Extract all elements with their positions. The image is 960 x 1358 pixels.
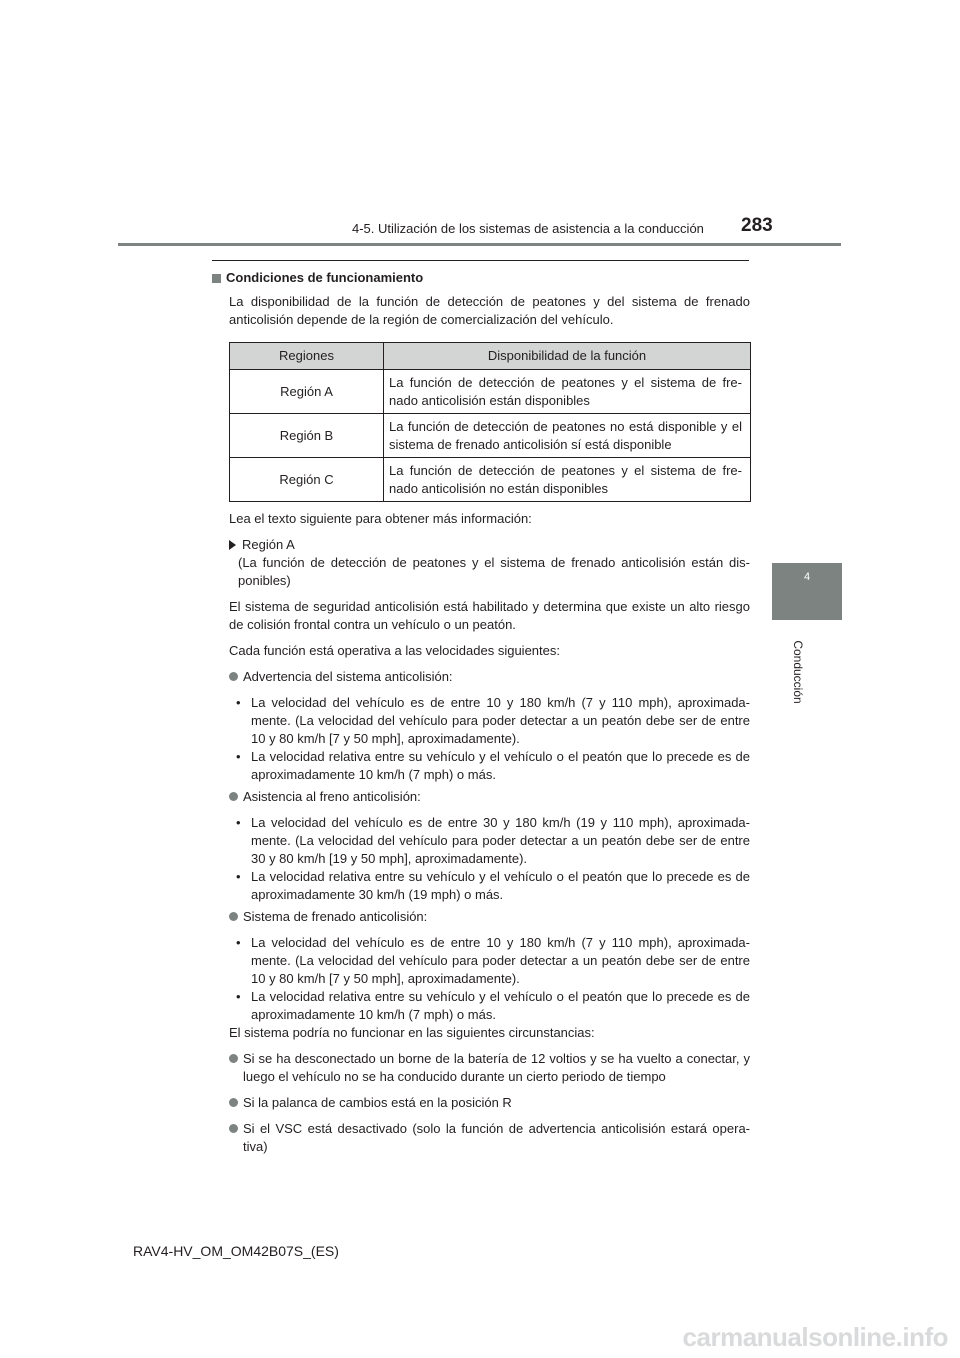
bullet-dot-icon — [229, 912, 238, 921]
availability-cell: La función de detección de peatones y el sistema de fre-nado anticolisión están disponibles — [384, 370, 751, 414]
list-item — [212, 694, 750, 748]
circumstance-text: Si la palanca de cambios está en la posición R — [243, 1095, 512, 1110]
section-intro: La disponibilidad de la función de detección de peatones y del sistema de frenado anticolisión depende de la región de comercialización del vehículo. — [229, 294, 750, 327]
chapter-label: Conducción — [791, 640, 805, 704]
region-cell: Región A — [230, 370, 384, 414]
page-content — [212, 260, 750, 1156]
sub-bullet: • — [236, 935, 241, 950]
sub-bullet: • — [236, 815, 241, 830]
function-title: Sistema de frenado anticolisión: — [243, 909, 428, 924]
page-number: 283 — [741, 215, 773, 236]
triangle-bullet-icon — [229, 540, 236, 550]
table-row — [230, 414, 751, 458]
watermark: carmanualsonline.info — [682, 1322, 948, 1352]
function-block — [212, 668, 750, 784]
list-item-text: La velocidad relativa entre su vehículo y el vehículo o el peatón que lo precede es de aproximadamente 10 km/h (7 mph) o más. — [251, 989, 750, 1022]
section-rule — [212, 260, 749, 261]
function-heading — [212, 788, 750, 806]
speeds-intro: Cada función está operativa a las velocidades siguientes: — [229, 643, 560, 658]
bullet-dot-icon — [229, 1098, 238, 1107]
list-item — [212, 1050, 750, 1086]
region-a-title: Región A — [242, 537, 295, 552]
table-header: Regiones — [230, 343, 384, 370]
function-block — [212, 788, 750, 904]
bullet-dot-icon — [229, 792, 238, 801]
region-a-note: (La función de detección de peatones y el sistema de frenado anticolisión están dis-ponibles) — [238, 555, 750, 588]
chapter-tab — [772, 563, 842, 620]
list-item — [212, 1094, 750, 1112]
function-title: Asistencia al freno anticolisión: — [243, 789, 421, 804]
table-header-row — [230, 343, 751, 370]
bullet-dot-icon — [229, 1054, 238, 1063]
sub-bullet: • — [236, 749, 241, 764]
function-block — [212, 908, 750, 1024]
table-row — [230, 458, 751, 502]
table-header: Disponibilidad de la función — [384, 343, 751, 370]
availability-table — [229, 342, 751, 502]
list-item-text: La velocidad del vehículo es de entre 10 y 180 km/h (7 y 110 mph), aproximada-mente. (La velocidad del vehículo para poder detectar a un peatón debe ser de entre 10 y 80 km/h [7 y 50 mph], aproximadamente). — [251, 695, 750, 746]
table-row — [230, 370, 751, 414]
region-cell: Región B — [230, 414, 384, 458]
header-rule — [118, 243, 841, 246]
section-title: Condiciones de funcionamiento — [226, 270, 424, 285]
list-item — [212, 814, 750, 868]
circumstances-intro: El sistema podría no funcionar en las siguientes circunstancias: — [229, 1025, 595, 1040]
function-heading — [212, 668, 750, 686]
footer-code: RAV4-HV_OM_OM42B07S_(ES) — [133, 1243, 339, 1259]
region-a-block — [212, 536, 750, 554]
list-item — [212, 988, 750, 1024]
header-title: 4-5. Utilización de los sistemas de asistencia a la conducción — [352, 221, 704, 236]
circumstance-text: Si se ha desconectado un borne de la batería de 12 voltios y se ha vuelto a conectar, y luego el vehículo no se ha conducido durante un cierto periodo de tiempo — [243, 1051, 750, 1084]
sub-bullet: • — [236, 869, 241, 884]
list-item — [212, 748, 750, 784]
availability-cell: La función de detección de peatones y el sistema de fre-nado anticolisión no están disponibles — [384, 458, 751, 502]
list-item — [212, 868, 750, 904]
circumstance-text: Si el VSC está desactivado (solo la función de advertencia anticolisión estará opera-tiva) — [243, 1121, 750, 1154]
list-item — [212, 1120, 750, 1156]
list-item-text: La velocidad relativa entre su vehículo y el vehículo o el peatón que lo precede es de aproximadamente 10 km/h (7 mph) o más. — [251, 749, 750, 782]
list-item-text: La velocidad relativa entre su vehículo y el vehículo o el peatón que lo precede es de aproximadamente 30 km/h (19 mph) o más. — [251, 869, 750, 902]
bullet-dot-icon — [229, 1124, 238, 1133]
availability-cell: La función de detección de peatones no está disponible y el sistema de frenado anticolisión sí está disponible — [384, 414, 751, 458]
list-item-text: La velocidad del vehículo es de entre 30 y 180 km/h (19 y 110 mph), aproximada-mente. (La velocidad del vehículo para poder detectar a un peatón debe ser de entre 30 y 80 km/h [19 y 50 mph], aproximadamente). — [251, 815, 750, 866]
section-heading — [212, 269, 750, 287]
square-bullet-icon — [212, 274, 221, 283]
activation-text: El sistema de seguridad anticolisión está habilitado y determina que existe un alto riesgo de colisión frontal contra un vehículo o un peatón. — [229, 599, 750, 632]
list-item-text: La velocidad del vehículo es de entre 10 y 180 km/h (7 y 110 mph), aproximada-mente. (La velocidad del vehículo para poder detectar a un peatón debe ser de entre 10 y 80 km/h [7 y 50 mph], aproximadamente). — [251, 935, 750, 986]
list-item — [212, 934, 750, 988]
region-cell: Región C — [230, 458, 384, 502]
function-heading — [212, 908, 750, 926]
sub-bullet: • — [236, 695, 241, 710]
sub-bullet: • — [236, 989, 241, 1004]
function-title: Advertencia del sistema anticolisión: — [243, 669, 453, 684]
chapter-number: 4 — [803, 571, 811, 583]
bullet-dot-icon — [229, 672, 238, 681]
read-more-text: Lea el texto siguiente para obtener más información: — [229, 511, 532, 526]
